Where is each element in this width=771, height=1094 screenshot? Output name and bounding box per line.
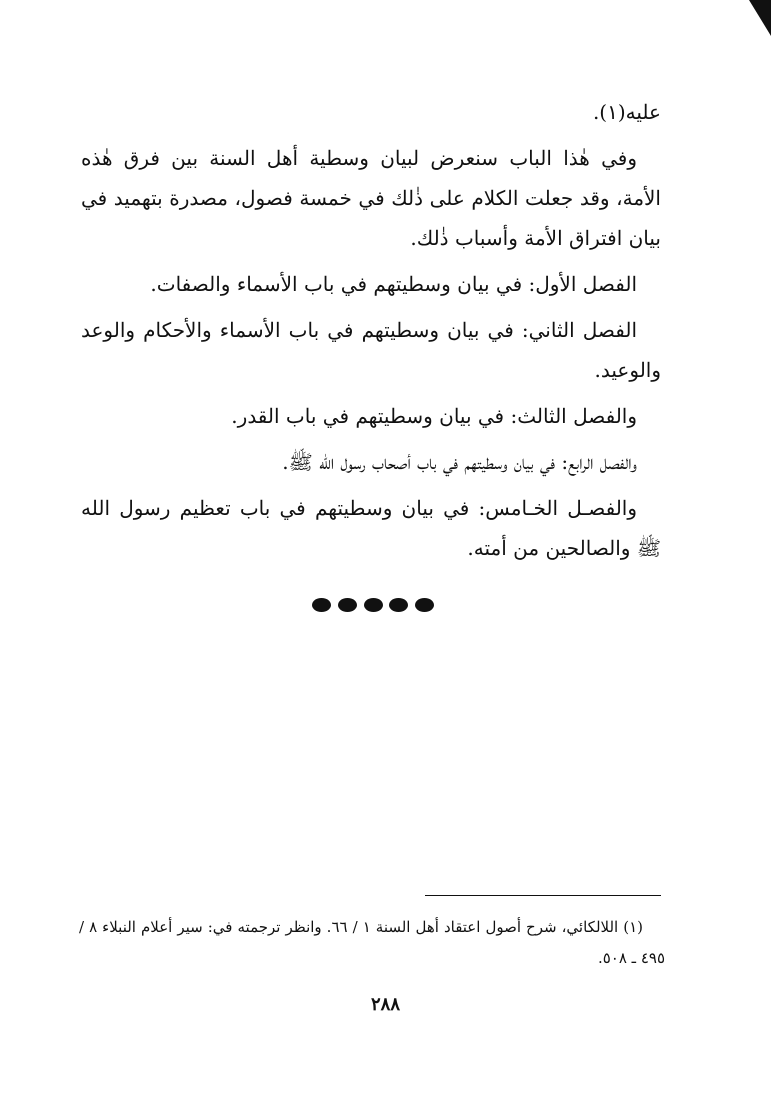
intro-paragraph: وفي هٰذا الباب سنعرض لبيان وسطية أهل السنة بين فرق هٰذه الأمة، وقد جعلت الكلام على ذٰلك في خمسة فصول، مصدرة بتهميد في بيان افتراق الأمة وأسباب ذٰلك. — [81, 146, 661, 250]
page-number: ٢٨٨ — [370, 994, 400, 1015]
section-separator — [312, 597, 434, 613]
separator-dot-icon — [312, 598, 331, 612]
page-corner-mark — [749, 0, 771, 36]
chapter-2-line: الفصل الثاني: في بيان وسطيتهم في باب الأسماء والأحكام والوعد والوعيد. — [81, 318, 661, 382]
footnotes — [79, 912, 665, 974]
separator-dot-icon — [338, 598, 357, 612]
separator-dot-icon — [389, 598, 408, 612]
continuation-line: عليه(١). — [592, 100, 661, 124]
chapter-3-line: والفصل الثالث: في بيان وسطيتهم في باب القدر. — [231, 404, 637, 428]
footnote-divider — [425, 895, 661, 896]
chapter-4-line: والفصل الرابع: في بيان وسطيتهم في باب أصحاب رسول الله ﷺ. — [282, 450, 637, 474]
chapter-5-line: والفصـل الخـامس: في بيان وسطيتهم في باب تعظيم رسول الله ﷺ والصالحين من أمته. — [81, 496, 661, 560]
footnote-1: (١) اللالكائي، شرح أصول اعتقاد أهل السنة ١ / ٦٦. وانظر ترجمته في: سير أعلام النبلاء ٨ / ٤٩٥ ـ ٥٠٨. — [79, 918, 665, 967]
separator-dot-icon — [364, 598, 383, 612]
main-text — [81, 92, 661, 574]
separator-dot-icon — [415, 598, 434, 612]
chapter-1-line: الفصل الأول: في بيان وسطيتهم في باب الأسماء والصفات. — [150, 272, 637, 296]
